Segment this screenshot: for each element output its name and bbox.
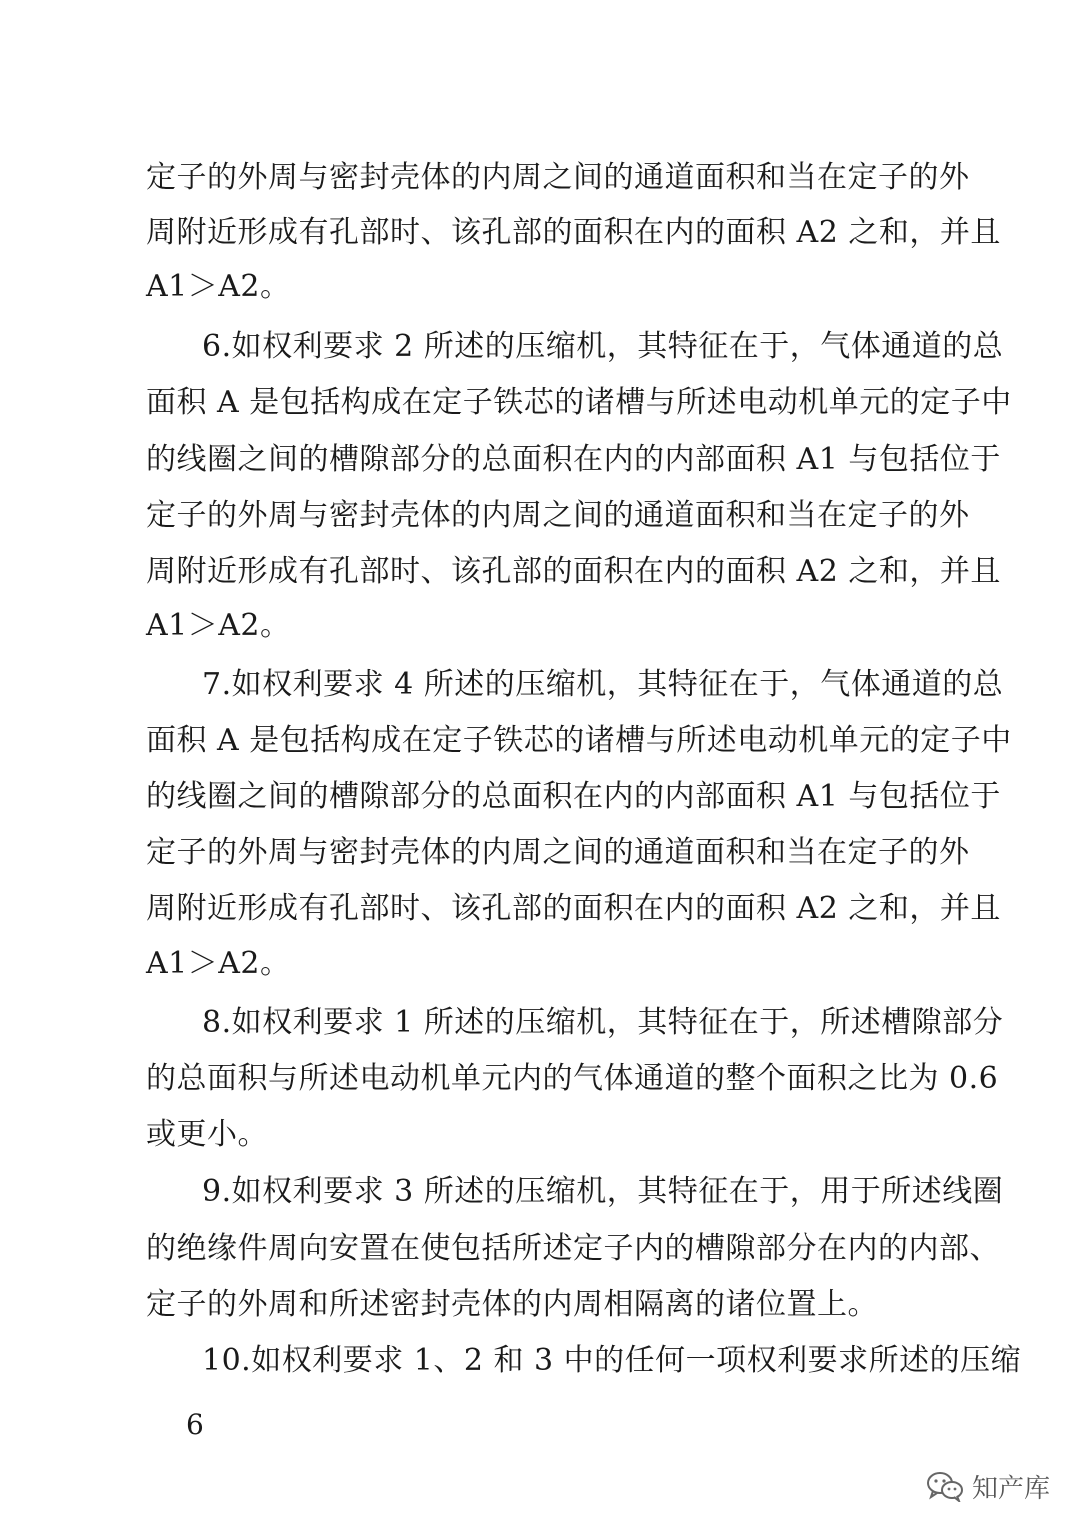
text-line-3: A1＞A2。: [146, 269, 291, 304]
text-line-9: A1＞A2。: [146, 608, 291, 643]
claim-10-start: 10.如权利要求 1、2 和 3 中的任何一项权利要求所述的压缩: [202, 1343, 1022, 1378]
text-line-18: 或更小。: [146, 1117, 268, 1152]
claim-6-start: 6.如权利要求 2 所述的压缩机，其特征在于，气体通道的总: [202, 329, 1004, 364]
claim-9-start: 9.如权利要求 3 所述的压缩机，其特征在于，用于所述线圈: [202, 1174, 1004, 1209]
claim-8-start: 8.如权利要求 1 所述的压缩机，其特征在于，所述槽隙部分: [202, 1005, 1004, 1040]
text-line-6: 的线圈之间的槽隙部分的总面积在内的内部面积 A1 与包括位于: [146, 442, 1001, 477]
text-line-13: 定子的外周与密封壳体的内周之间的通道面积和当在定子的外: [146, 835, 970, 870]
page-number: 6: [186, 1408, 204, 1441]
text-line-5: 面积 A 是包括构成在定子铁芯的诸槽与所述电动机单元的定子中: [146, 385, 1012, 420]
text-line-7: 定子的外周与密封壳体的内周之间的通道面积和当在定子的外: [146, 498, 970, 533]
text-line-14: 周附近形成有孔部时、该孔部的面积在内的面积 A2 之和，并且: [146, 891, 1001, 926]
text-line-12: 的线圈之间的槽隙部分的总面积在内的内部面积 A1 与包括位于: [146, 779, 1001, 814]
text-line-2: 周附近形成有孔部时、该孔部的面积在内的面积 A2 之和，并且: [146, 215, 1001, 250]
text-line-15: A1＞A2。: [146, 946, 291, 981]
text-line-17: 的总面积与所述电动机单元内的气体通道的整个面积之比为 0.6: [146, 1061, 999, 1096]
wechat-icon: [926, 1470, 964, 1502]
text-line-1: 定子的外周与密封壳体的内周之间的通道面积和当在定子的外: [146, 160, 970, 195]
watermark: [926, 1464, 1050, 1508]
text-line-8: 周附近形成有孔部时、该孔部的面积在内的面积 A2 之和，并且: [146, 554, 1001, 589]
watermark-text: 知产库: [971, 1473, 1050, 1504]
claim-7-start: 7.如权利要求 4 所述的压缩机，其特征在于，气体通道的总: [202, 667, 1004, 702]
text-line-20: 的绝缘件周向安置在使包括所述定子内的槽隙部分在内的内部、: [146, 1231, 1000, 1266]
text-line-11: 面积 A 是包括构成在定子铁芯的诸槽与所述电动机单元的定子中: [146, 723, 1012, 758]
text-line-21: 定子的外周和所述密封壳体的内周相隔离的诸位置上。: [146, 1287, 878, 1322]
